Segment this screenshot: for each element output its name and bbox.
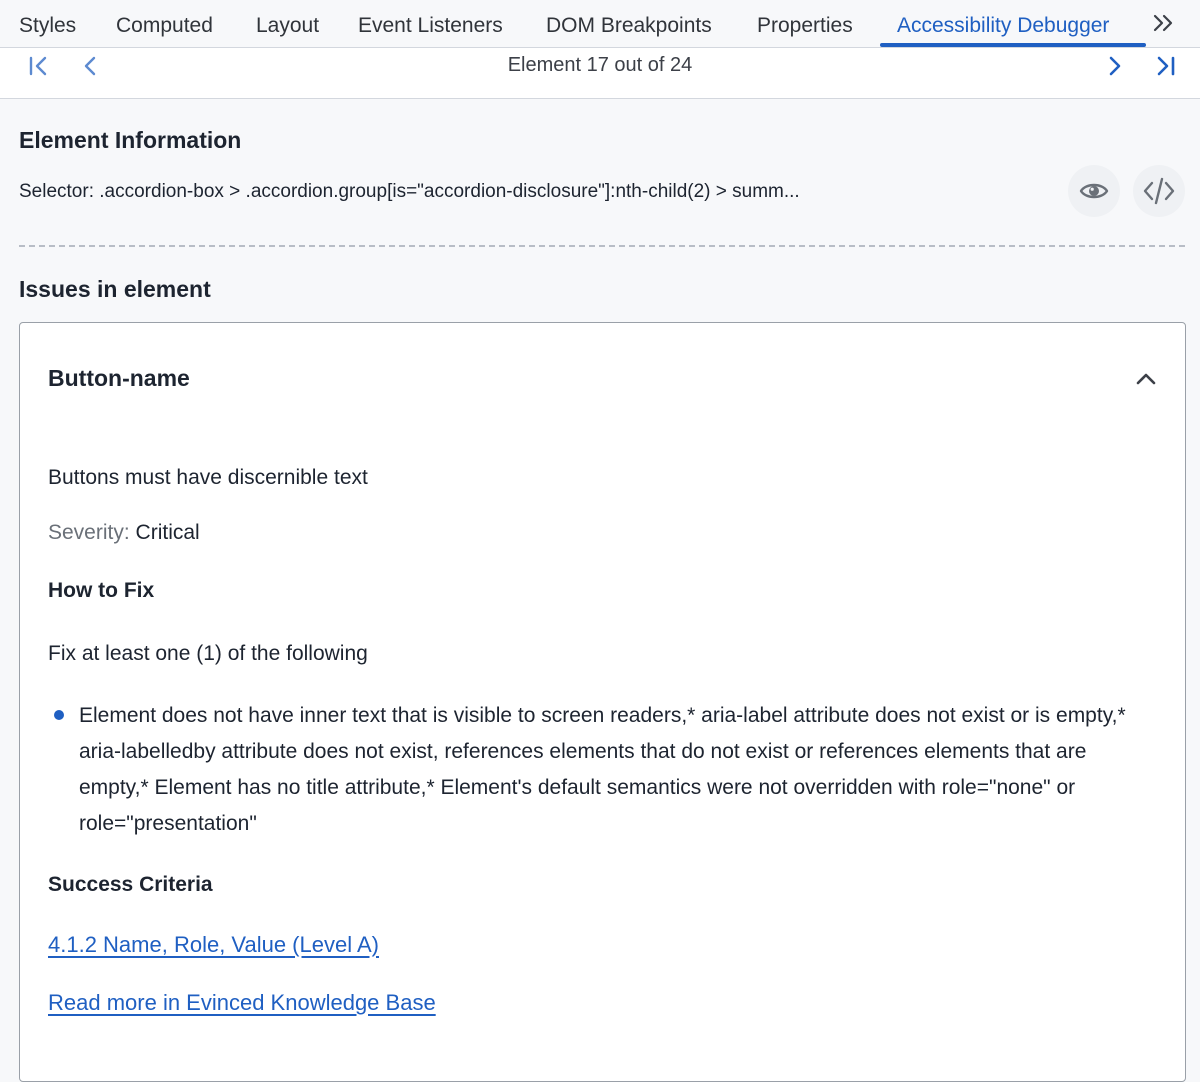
- chevron-double-right-icon: [1150, 10, 1178, 38]
- active-tab-indicator: [880, 43, 1146, 47]
- inspect-code-button[interactable]: [1133, 165, 1185, 217]
- tab-dom-breakpoints[interactable]: DOM Breakpoints: [546, 14, 712, 37]
- severity-row: [48, 521, 200, 545]
- eye-icon: [1078, 175, 1110, 207]
- highlight-element-button[interactable]: [1068, 165, 1120, 217]
- chevron-right-icon: [1100, 52, 1130, 82]
- last-element-button[interactable]: [1150, 52, 1180, 82]
- success-criteria-link[interactable]: 4.1.2 Name, Role, Value (Level A): [48, 932, 379, 957]
- element-counter: Element 17 out of 24: [507, 54, 693, 76]
- tab-layout[interactable]: Layout: [256, 14, 320, 37]
- tab-properties[interactable]: Properties: [757, 14, 853, 37]
- tab-styles[interactable]: Styles: [19, 14, 77, 37]
- issue-name: Button-name: [48, 365, 190, 391]
- bullet-dot: [54, 710, 64, 720]
- devtools-tab-bar: [0, 0, 1200, 48]
- issue-card: [19, 322, 1186, 1082]
- success-criteria-title: Success Criteria: [48, 873, 213, 896]
- issues-title: Issues in element: [19, 276, 211, 302]
- tab-computed[interactable]: Computed: [116, 14, 213, 37]
- how-to-fix-title: How to Fix: [48, 579, 155, 602]
- last-page-icon: [1150, 52, 1180, 82]
- tab-event-listeners[interactable]: Event Listeners: [358, 14, 503, 37]
- issue-description: Buttons must have discernible text: [48, 466, 368, 489]
- severity-value: Critical: [135, 521, 200, 544]
- tab-accessibility-debugger[interactable]: Accessibility Debugger: [897, 14, 1110, 37]
- collapse-issue-button[interactable]: [1132, 365, 1160, 393]
- more-tabs-button[interactable]: [1150, 10, 1178, 38]
- next-element-button[interactable]: [1100, 52, 1130, 82]
- severity-label: Severity:: [48, 521, 130, 544]
- element-selector: Selector: .accordion-box > .accordion.group[is="accordion-disclosure"]:nth-child(2) > summ...: [19, 181, 800, 202]
- section-divider: [19, 245, 1185, 247]
- chevron-up-icon: [1132, 365, 1160, 393]
- element-navigator: [0, 48, 1200, 99]
- fix-intro: Fix at least one (1) of the following: [48, 642, 368, 665]
- element-information-title: Element Information: [19, 127, 242, 153]
- fix-list-item: Element does not have inner text that is visible to screen readers,* aria-label attribute does not exist or is empty,* aria-labelledby attribute does not exist, references elements that do not exist or references elements that are empty,* Element has no title attribute,* Element's default semantics were not overridden with role="none" or role="presentation": [79, 704, 1126, 835]
- accessibility-debugger-panel: [0, 99, 1200, 1059]
- knowledge-base-link[interactable]: Read more in Evinced Knowledge Base: [48, 990, 436, 1015]
- code-icon: [1143, 175, 1175, 207]
